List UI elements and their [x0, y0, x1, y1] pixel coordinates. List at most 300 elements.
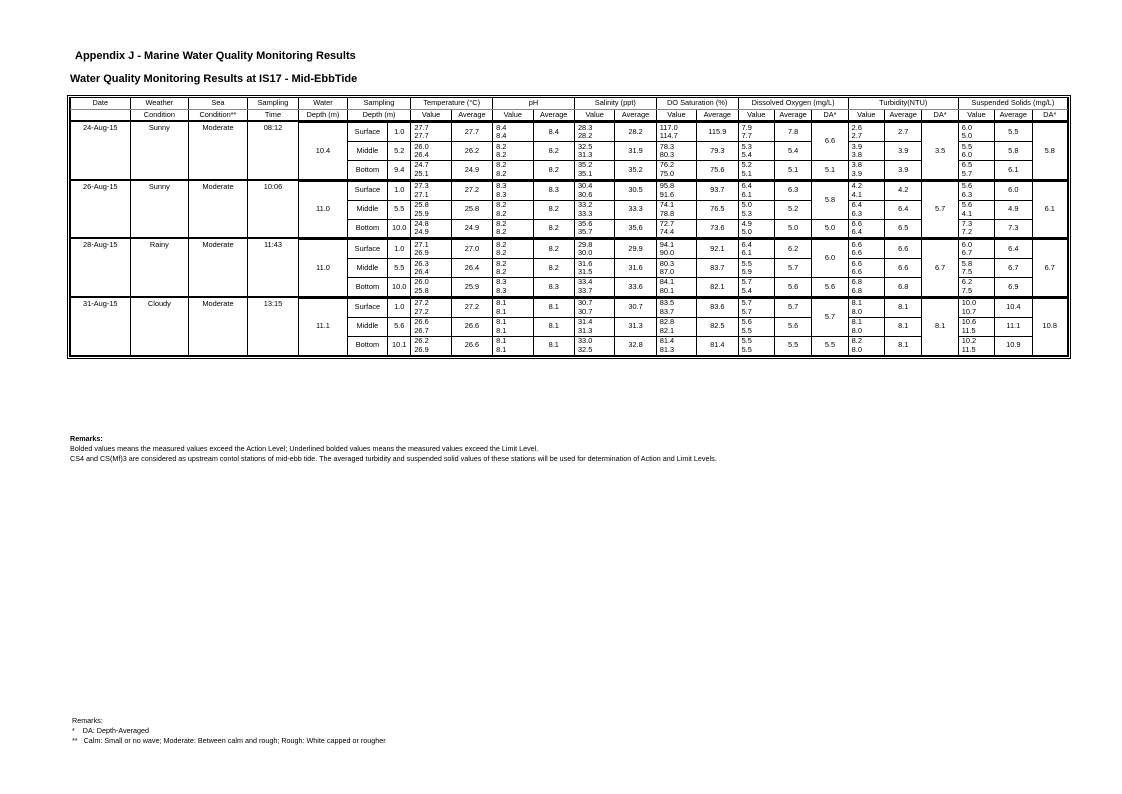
do-saturation-values-2: 81.3: [659, 344, 675, 354]
suspended-solids-values: [958, 161, 994, 180]
header-turbidity: Turbidity(NTU): [848, 98, 958, 109]
header-da: DA*: [812, 109, 848, 121]
salinity-average: 29.9: [615, 240, 656, 259]
turbidity-values-1: 2.6: [851, 122, 862, 132]
ph-values: [493, 200, 533, 219]
dissolved-oxygen-average: 6.3: [774, 181, 811, 200]
dissolved-oxygen-values: [738, 142, 774, 161]
suspended-solids-values: [958, 298, 994, 317]
header-value: Value: [411, 109, 451, 121]
results-table: [70, 98, 1068, 356]
salinity-values: [574, 298, 614, 317]
ph-values-2: 8.2: [496, 248, 507, 257]
header-value: Value: [958, 109, 994, 121]
turbidity-da: 6.7: [922, 240, 958, 297]
salinity-values-1: 28.3: [577, 122, 593, 132]
suspended-solids-values-1: 6.5: [961, 160, 973, 170]
salinity-values: [574, 259, 614, 278]
sea-cell: Moderate: [189, 121, 248, 180]
header-date: Date: [71, 98, 131, 109]
ph-values: [493, 161, 533, 180]
salinity-values-1: 31.6: [577, 258, 593, 268]
do-saturation-values: [656, 278, 696, 297]
do-saturation-average: 81.4: [697, 336, 738, 355]
suspended-solids-values-2: 5.0: [961, 131, 973, 140]
turbidity-values-1: 6.6: [851, 239, 862, 249]
turbidity-values-1: 4.2: [851, 181, 862, 191]
turbidity-values-2: 6.4: [851, 227, 862, 237]
salinity-average: 28.2: [615, 123, 656, 142]
sampling-depth-cell: 5.2: [388, 142, 411, 161]
salinity-values-2: 32.5: [577, 344, 593, 354]
salinity-values: [574, 161, 614, 180]
salinity-average: 30.5: [615, 181, 656, 200]
temperature-average: 26.4: [451, 259, 492, 278]
dissolved-oxygen-da: 6.0: [812, 240, 848, 278]
suspended-solids-values-1: 5.6: [961, 181, 973, 191]
salinity-values-2: 35.1: [577, 168, 593, 178]
salinity-values: [574, 278, 614, 297]
turbidity-values-2: 8.0: [851, 344, 862, 354]
suspended-solids-values: [958, 317, 994, 336]
dissolved-oxygen-values-2: 5.5: [741, 344, 752, 354]
salinity-values-2: 35.7: [577, 227, 593, 237]
suspended-solids-values-2: 6.3: [961, 189, 973, 199]
salinity-values-1: 35.6: [577, 219, 593, 228]
salinity-values: [574, 123, 614, 142]
turbidity-values: [848, 336, 884, 355]
suspended-solids-average: 6.1: [995, 161, 1032, 180]
suspended-solids-values-1: 6.0: [961, 239, 973, 249]
footnote-sea: ** Calm: Small or no wave; Moderate: Between calm and rough; Rough: White capped or rougher: [72, 736, 386, 745]
turbidity-values: [848, 278, 884, 297]
salinity-average: 31.6: [615, 259, 656, 278]
temperature-values-2: 27.7: [414, 131, 429, 140]
sampling-level-cell: Middle: [347, 142, 387, 161]
ph-values-2: 8.3: [496, 285, 507, 295]
header-average: Average: [615, 109, 656, 121]
suspended-solids-values: [958, 240, 994, 259]
do-saturation-average: 82.5: [697, 317, 738, 336]
dissolved-oxygen-average: 5.1: [774, 161, 811, 180]
date-cell: 28-Aug-15: [71, 238, 131, 297]
temperature-values-2: 27.1: [414, 189, 429, 199]
dissolved-oxygen-values-1: 7.9: [741, 122, 752, 132]
suspended-solids-values-2: 6.7: [961, 248, 973, 257]
salinity-average: 35.2: [615, 161, 656, 180]
ph-average: 8.3: [533, 278, 574, 297]
turbidity-values-2: 8.0: [851, 306, 862, 316]
sampling-level-cell: Middle: [347, 200, 387, 219]
water-depth-cell: 11.0: [299, 240, 347, 297]
ph-values-2: 8.2: [496, 168, 507, 178]
ph-average: 8.2: [533, 200, 574, 219]
ph-values: [493, 240, 533, 259]
do-saturation-values-2: 78.8: [659, 208, 675, 218]
temperature-values-2: 26.7: [414, 325, 429, 335]
time-cell: 11:43: [247, 238, 299, 297]
dissolved-oxygen-da: 5.8: [812, 181, 848, 219]
turbidity-values-2: 2.7: [851, 131, 862, 140]
ph-values-1: 8.1: [496, 317, 507, 327]
temperature-values-1: 25.8: [414, 200, 429, 210]
results-table-frame: [67, 95, 1071, 359]
ph-average: 8.1: [533, 317, 574, 336]
temperature-values-1: 27.3: [414, 181, 429, 191]
results-table-body: [71, 121, 1068, 355]
header-suspended-solids: Suspended Solids (mg/L): [958, 98, 1067, 109]
dissolved-oxygen-values: [738, 161, 774, 180]
turbidity-average: 6.5: [885, 219, 922, 238]
ph-values-1: 8.1: [496, 298, 507, 308]
ph-average: 8.2: [533, 240, 574, 259]
do-saturation-average: 93.7: [697, 181, 738, 200]
do-saturation-values: [656, 259, 696, 278]
dissolved-oxygen-da-bottom: 5.5: [812, 336, 848, 355]
suspended-solids-values-2: 7.2: [961, 227, 973, 237]
sampling-depth-cell: 1.0: [388, 298, 411, 317]
dissolved-oxygen-values: [738, 259, 774, 278]
ph-values: [493, 298, 533, 317]
turbidity-values-1: 6.8: [851, 277, 862, 287]
salinity-values-1: 33.0: [577, 336, 593, 346]
suspended-solids-da: 6.7: [1032, 240, 1068, 297]
suspended-solids-average: 11.1: [995, 317, 1032, 336]
turbidity-average: 2.7: [885, 123, 922, 142]
dissolved-oxygen-values-2: 5.4: [741, 150, 752, 159]
sampling-depth-cell: 10.0: [388, 278, 411, 297]
weather-cell: Sunny: [130, 180, 189, 239]
header-value: Value: [574, 109, 614, 121]
header-average: Average: [451, 109, 492, 121]
dissolved-oxygen-average: 5.7: [774, 298, 811, 317]
turbidity-average: 8.1: [885, 298, 922, 317]
temperature-values-1: 26.0: [414, 141, 429, 151]
temperature-average: 25.8: [451, 200, 492, 219]
ph-values: [493, 278, 533, 297]
dissolved-oxygen-values: [738, 123, 774, 142]
temperature-values-1: 26.3: [414, 258, 429, 268]
ph-values-1: 8.2: [496, 200, 507, 210]
time-cell: 08:12: [247, 121, 299, 180]
suspended-solids-average: 4.9: [995, 200, 1032, 219]
do-saturation-average: 75.6: [697, 161, 738, 180]
turbidity-average: 8.1: [885, 317, 922, 336]
temperature-values-2: 26.9: [414, 248, 429, 257]
page-title: Appendix J - Marine Water Quality Monitoring Results: [75, 50, 356, 62]
sampling-level-cell: Surface: [347, 298, 387, 317]
suspended-solids-da: 5.8: [1032, 123, 1068, 180]
sampling-level-cell: Surface: [347, 240, 387, 259]
sampling-depth-cell: 1.0: [388, 240, 411, 259]
dissolved-oxygen-average: 5.2: [774, 200, 811, 219]
dissolved-oxygen-values-2: 7.7: [741, 131, 752, 140]
salinity-values: [574, 317, 614, 336]
suspended-solids-values: [958, 123, 994, 142]
suspended-solids-average: 5.5: [995, 123, 1032, 142]
dissolved-oxygen-values-2: 5.3: [741, 208, 752, 218]
water-depth-cell: 11.1: [299, 298, 347, 355]
header-date-2: [71, 109, 131, 121]
suspended-solids-average: 10.9: [995, 336, 1032, 355]
ph-values: [493, 259, 533, 278]
ph-values: [493, 142, 533, 161]
ph-average: 8.4: [533, 123, 574, 142]
do-saturation-values-1: 74.1: [659, 200, 675, 210]
header-ph: pH: [493, 98, 575, 109]
salinity-values-2: 30.6: [577, 189, 593, 199]
ph-values: [493, 336, 533, 355]
sampling-depth-cell: 1.0: [388, 181, 411, 200]
temperature-values-1: 27.7: [414, 122, 429, 132]
dissolved-oxygen-values-1: 5.6: [741, 317, 752, 327]
dissolved-oxygen-values: [738, 240, 774, 259]
dissolved-oxygen-da-bottom: 5.0: [812, 219, 848, 238]
turbidity-values: [848, 259, 884, 278]
ph-values-1: 8.2: [496, 141, 507, 151]
do-saturation-values: [656, 123, 696, 142]
dissolved-oxygen-values: [738, 219, 774, 238]
temperature-values-1: 24.7: [414, 160, 429, 170]
do-saturation-values-1: 82.8: [659, 317, 675, 327]
header-dissolved-oxygen: Dissolved Oxygen (mg/L): [738, 98, 848, 109]
sampling-depth-cell: 5.5: [388, 259, 411, 278]
turbidity-values-1: 3.9: [851, 141, 862, 151]
do-saturation-values-2: 90.0: [659, 248, 675, 257]
header-temperature: Temperature (°C): [411, 98, 493, 109]
header-sea: Sea: [189, 98, 248, 109]
ph-values-2: 8.2: [496, 150, 507, 159]
turbidity-values-1: 6.4: [851, 200, 862, 210]
do-saturation-values: [656, 336, 696, 355]
sampling-depth-cell: 10.1: [388, 336, 411, 355]
header-sea-2: Condition**: [189, 109, 248, 121]
dissolved-oxygen-values-2: 6.1: [741, 189, 752, 199]
dissolved-oxygen-values-1: 5.2: [741, 160, 752, 170]
turbidity-values-1: 6.6: [851, 219, 862, 228]
temperature-values-1: 27.1: [414, 239, 429, 249]
temperature-values: [411, 219, 451, 238]
dissolved-oxygen-values-2: 5.1: [741, 168, 752, 178]
turbidity-values-2: 3.9: [851, 168, 862, 178]
suspended-solids-values-1: 10.6: [961, 317, 977, 327]
water-depth-cell: 10.4: [299, 123, 347, 180]
do-saturation-values-2: 91.6: [659, 189, 675, 199]
temperature-values: [411, 123, 451, 142]
turbidity-values: [848, 219, 884, 238]
turbidity-values-1: 8.1: [851, 298, 862, 308]
dissolved-oxygen-values-1: 5.7: [741, 298, 752, 308]
sampling-level-cell: Bottom: [347, 336, 387, 355]
do-saturation-values-1: 84.1: [659, 277, 675, 287]
ph-average: 8.2: [533, 219, 574, 238]
header-average: Average: [533, 109, 574, 121]
suspended-solids-values: [958, 200, 994, 219]
temperature-values: [411, 142, 451, 161]
salinity-values: [574, 336, 614, 355]
ph-values-2: 8.1: [496, 344, 507, 354]
salinity-values-1: 30.4: [577, 181, 593, 191]
turbidity-average: 6.4: [885, 200, 922, 219]
suspended-solids-values-1: 5.6: [961, 200, 973, 210]
dissolved-oxygen-values: [738, 336, 774, 355]
do-saturation-values: [656, 161, 696, 180]
footnote-da: * DA: Depth-Averaged: [72, 726, 149, 735]
salinity-values: [574, 240, 614, 259]
temperature-values-2: 27.2: [414, 306, 429, 316]
dissolved-oxygen-values-1: 4.9: [741, 219, 752, 228]
do-saturation-values-1: 81.4: [659, 336, 675, 346]
ph-average: 8.1: [533, 298, 574, 317]
do-saturation-values-2: 82.1: [659, 325, 675, 335]
table-title: Water Quality Monitoring Results at IS17 - Mid-EbbTide: [70, 73, 358, 85]
do-saturation-average: 83.7: [697, 259, 738, 278]
dissolved-oxygen-values-1: 5.7: [741, 277, 752, 287]
sampling-level-cell: Middle: [347, 259, 387, 278]
header-value: Value: [738, 109, 774, 121]
dissolved-oxygen-da-bottom: 5.6: [812, 278, 848, 297]
temperature-average: 26.6: [451, 336, 492, 355]
turbidity-da: 5.7: [922, 181, 958, 238]
temperature-values: [411, 181, 451, 200]
dissolved-oxygen-average: 5.0: [774, 219, 811, 238]
sea-cell: Moderate: [189, 238, 248, 297]
suspended-solids-values-1: 5.5: [961, 141, 973, 151]
header-average: Average: [774, 109, 811, 121]
ph-values: [493, 181, 533, 200]
turbidity-values: [848, 142, 884, 161]
suspended-solids-values-2: 11.5: [961, 325, 976, 335]
turbidity-values-2: 8.0: [851, 325, 862, 335]
temperature-values: [411, 298, 451, 317]
temperature-values: [411, 317, 451, 336]
header-do-saturation: DO Saturation (%): [656, 98, 738, 109]
sampling-depth-cell: 5.5: [388, 200, 411, 219]
sampling-level-cell: Bottom: [347, 219, 387, 238]
dissolved-oxygen-average: 6.2: [774, 240, 811, 259]
turbidity-values: [848, 317, 884, 336]
suspended-solids-values-2: 10.7: [961, 306, 977, 316]
do-saturation-average: 82.1: [697, 278, 738, 297]
do-saturation-average: 83.6: [697, 298, 738, 317]
dissolved-oxygen-values-2: 5.5: [741, 325, 752, 335]
turbidity-values-2: 6.6: [851, 248, 862, 257]
temperature-values-2: 25.8: [414, 285, 429, 295]
suspended-solids-values: [958, 142, 994, 161]
salinity-values-2: 33.7: [577, 285, 593, 295]
salinity-values-2: 30.0: [577, 248, 593, 257]
ph-values-2: 8.2: [496, 227, 507, 237]
turbidity-average: 3.9: [885, 142, 922, 161]
suspended-solids-values-2: 5.7: [961, 168, 973, 178]
do-saturation-values-2: 114.7: [659, 131, 678, 140]
do-saturation-values-1: 83.5: [659, 298, 675, 308]
temperature-values: [411, 259, 451, 278]
weather-cell: Sunny: [130, 121, 189, 180]
temperature-values-2: 26.9: [414, 344, 429, 354]
ph-values-1: 8.1: [496, 336, 507, 346]
ph-values-1: 8.4: [496, 122, 507, 132]
suspended-solids-values-2: 7.5: [961, 285, 973, 295]
footnotes-heading: Remarks:: [72, 716, 103, 725]
salinity-values-2: 31.3: [577, 325, 593, 335]
dissolved-oxygen-average: 5.4: [774, 142, 811, 161]
header-average: Average: [697, 109, 738, 121]
ph-values-1: 8.2: [496, 219, 507, 228]
salinity-values-1: 33.2: [577, 200, 593, 210]
salinity-average: 31.9: [615, 142, 656, 161]
turbidity-average: 4.2: [885, 181, 922, 200]
temperature-average: 24.9: [451, 219, 492, 238]
temperature-values-2: 25.1: [414, 168, 429, 178]
temperature-average: 26.2: [451, 142, 492, 161]
turbidity-average: 6.6: [885, 240, 922, 259]
dissolved-oxygen-average: 7.8: [774, 123, 811, 142]
header-salinity: Salinity (ppt): [574, 98, 656, 109]
ph-values-1: 8.3: [496, 277, 507, 287]
salinity-average: 32.8: [615, 336, 656, 355]
suspended-solids-da: 6.1: [1032, 181, 1068, 238]
header-da: DA*: [1032, 109, 1068, 121]
suspended-solids-average: 6.0: [995, 181, 1032, 200]
ph-values-2: 8.2: [496, 267, 507, 276]
ph-values-1: 8.2: [496, 160, 507, 170]
salinity-values-2: 33.3: [577, 208, 593, 218]
turbidity-values-1: 6.6: [851, 258, 862, 268]
sampling-level-cell: Surface: [347, 123, 387, 142]
suspended-solids-values-1: 5.8: [961, 258, 973, 268]
do-saturation-values: [656, 317, 696, 336]
dissolved-oxygen-average: 5.6: [774, 278, 811, 297]
temperature-values: [411, 200, 451, 219]
suspended-solids-values-1: 6.0: [961, 122, 973, 132]
dissolved-oxygen-values-1: 5.5: [741, 258, 752, 268]
suspended-solids-values: [958, 259, 994, 278]
temperature-values-2: 25.9: [414, 208, 429, 218]
dissolved-oxygen-values: [738, 298, 774, 317]
header-weather: Weather: [130, 98, 189, 109]
salinity-values-1: 35.2: [577, 160, 593, 170]
do-saturation-values-1: 95.8: [659, 181, 675, 191]
dissolved-oxygen-values-2: 5.4: [741, 285, 752, 295]
ph-values-2: 8.4: [496, 131, 507, 140]
ph-average: 8.2: [533, 161, 574, 180]
temperature-average: 26.6: [451, 317, 492, 336]
sampling-depth-cell: 9.4: [388, 161, 411, 180]
salinity-values-1: 31.4: [577, 317, 593, 327]
temperature-average: 27.7: [451, 123, 492, 142]
do-saturation-values-1: 94.1: [659, 239, 675, 249]
ph-values-2: 8.1: [496, 325, 507, 335]
sampling-level-cell: Middle: [347, 317, 387, 336]
ph-values-2: 8.1: [496, 306, 507, 316]
do-saturation-values-2: 74.4: [659, 227, 675, 237]
do-saturation-values: [656, 298, 696, 317]
dissolved-oxygen-values-2: 5.9: [741, 267, 752, 276]
turbidity-da: 8.1: [922, 298, 958, 355]
temperature-values: [411, 161, 451, 180]
salinity-values-2: 31.3: [577, 150, 593, 159]
turbidity-values: [848, 240, 884, 259]
turbidity-da: 3.5: [922, 123, 958, 180]
do-saturation-values: [656, 142, 696, 161]
suspended-solids-values-1: 7.3: [961, 219, 973, 228]
suspended-solids-average: 5.8: [995, 142, 1032, 161]
dissolved-oxygen-values: [738, 181, 774, 200]
temperature-values-1: 26.0: [414, 277, 429, 287]
dissolved-oxygen-values-1: 5.5: [741, 336, 752, 346]
date-cell: 24-Aug-15: [71, 121, 131, 180]
